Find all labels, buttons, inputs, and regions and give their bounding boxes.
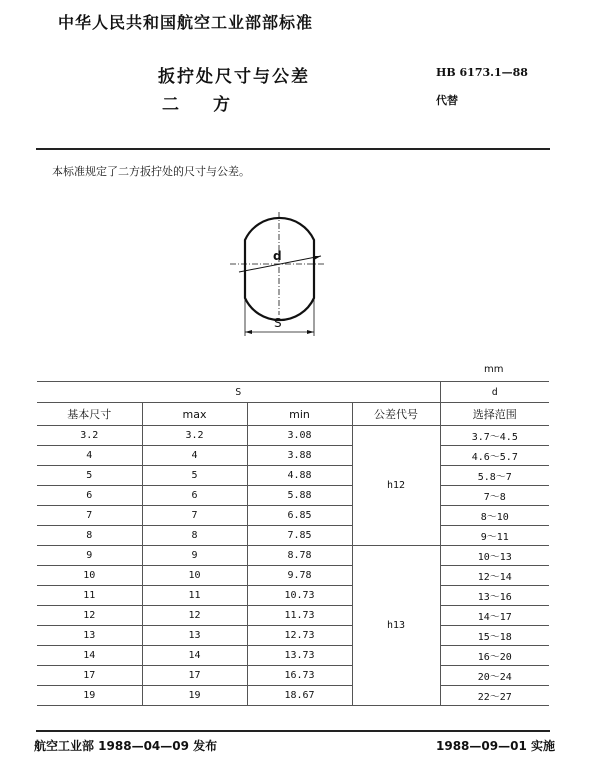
min-cell: 7.85 <box>247 526 352 546</box>
nominal-cell: 17 <box>37 666 142 686</box>
min-cell: 13.73 <box>247 646 352 666</box>
nominal-cell: 12 <box>37 606 142 626</box>
table-row <box>37 446 549 466</box>
table-row <box>37 546 549 566</box>
header-divider <box>36 148 550 150</box>
max-cell: 3.2 <box>142 426 247 446</box>
min-cell: 4.88 <box>247 466 352 486</box>
range-cell: 7～8 <box>440 486 549 506</box>
group-header-s: S <box>37 382 440 403</box>
min-cell: 16.73 <box>247 666 352 686</box>
max-cell: 11 <box>142 586 247 606</box>
max-cell: 8 <box>142 526 247 546</box>
nominal-cell: 3.2 <box>37 426 142 446</box>
max-cell: 17 <box>142 666 247 686</box>
scope-statement: 本标准规定了二方扳拧处的尺寸与公差。 <box>52 165 250 178</box>
max-cell: 7 <box>142 506 247 526</box>
column-header-nominal: 基本尺寸 <box>37 403 142 426</box>
range-cell: 22～27 <box>440 686 549 706</box>
table-row <box>37 606 549 626</box>
nominal-cell: 4 <box>37 446 142 466</box>
max-cell: 4 <box>142 446 247 466</box>
nominal-cell: 5 <box>37 466 142 486</box>
column-header-max: max <box>142 403 247 426</box>
min-cell: 11.73 <box>247 606 352 626</box>
nominal-cell: 19 <box>37 686 142 706</box>
min-cell: 5.88 <box>247 486 352 506</box>
max-cell: 6 <box>142 486 247 506</box>
issuing-organization: 中华人民共和国航空工业部部标准 <box>58 13 314 32</box>
diagram-label-d: d <box>273 249 282 263</box>
table-row <box>37 626 549 646</box>
max-cell: 14 <box>142 646 247 666</box>
table-row <box>37 586 549 606</box>
range-cell: 9～11 <box>440 526 549 546</box>
min-cell: 12.73 <box>247 626 352 646</box>
dimension-table <box>37 381 549 706</box>
range-cell: 14～17 <box>440 606 549 626</box>
dimension-arrow-left <box>245 330 252 334</box>
column-header-min: min <box>247 403 352 426</box>
standard-subtitle: 二方 <box>162 95 264 115</box>
table-row <box>37 506 549 526</box>
table-row <box>37 466 549 486</box>
dimension-arrow-right <box>307 330 314 334</box>
issue-date: 航空工业部 1988—04—09 发布 <box>34 739 218 753</box>
range-cell: 10～13 <box>440 546 549 566</box>
nominal-cell: 10 <box>37 566 142 586</box>
diameter-arrow <box>313 256 321 260</box>
table-row <box>37 566 549 586</box>
column-header-tolerance: 公差代号 <box>352 403 440 426</box>
min-cell: 6.85 <box>247 506 352 526</box>
range-cell: 3.7～4.5 <box>440 426 549 446</box>
range-cell: 16～20 <box>440 646 549 666</box>
nominal-cell: 11 <box>37 586 142 606</box>
nominal-cell: 13 <box>37 626 142 646</box>
min-cell: 18.67 <box>247 686 352 706</box>
min-cell: 3.08 <box>247 426 352 446</box>
table-row <box>37 646 549 666</box>
min-cell: 8.78 <box>247 546 352 566</box>
max-cell: 19 <box>142 686 247 706</box>
column-header-range: 选择范围 <box>440 403 549 426</box>
nominal-cell: 9 <box>37 546 142 566</box>
max-cell: 9 <box>142 546 247 566</box>
range-cell: 20～24 <box>440 666 549 686</box>
standard-number: HB 6173.1—88 <box>436 66 528 79</box>
replaces-label: 代替 <box>436 94 458 107</box>
nominal-cell: 7 <box>37 506 142 526</box>
range-cell: 5.8～7 <box>440 466 549 486</box>
min-cell: 10.73 <box>247 586 352 606</box>
tolerance-cell-h13: h13 <box>352 546 440 706</box>
max-cell: 13 <box>142 626 247 646</box>
nominal-cell: 6 <box>37 486 142 506</box>
table-row <box>37 426 549 446</box>
range-cell: 8～10 <box>440 506 549 526</box>
standard-title: 扳拧处尺寸与公差 <box>158 67 310 87</box>
group-header-d: d <box>440 382 549 403</box>
range-cell: 12～14 <box>440 566 549 586</box>
nominal-cell: 14 <box>37 646 142 666</box>
table-row <box>37 686 549 706</box>
diagram-label-s: S <box>274 316 282 330</box>
two-flat-diagram <box>225 210 330 340</box>
unit-label: mm <box>484 364 504 375</box>
footer-divider <box>36 730 550 732</box>
max-cell: 12 <box>142 606 247 626</box>
range-cell: 13～16 <box>440 586 549 606</box>
table-row <box>37 666 549 686</box>
effective-date: 1988—09—01 实施 <box>436 739 555 753</box>
max-cell: 5 <box>142 466 247 486</box>
range-cell: 15～18 <box>440 626 549 646</box>
min-cell: 3.88 <box>247 446 352 466</box>
max-cell: 10 <box>142 566 247 586</box>
table-row <box>37 486 549 506</box>
tolerance-cell-h12: h12 <box>352 426 440 546</box>
nominal-cell: 8 <box>37 526 142 546</box>
min-cell: 9.78 <box>247 566 352 586</box>
range-cell: 4.6～5.7 <box>440 446 549 466</box>
table-row <box>37 526 549 546</box>
